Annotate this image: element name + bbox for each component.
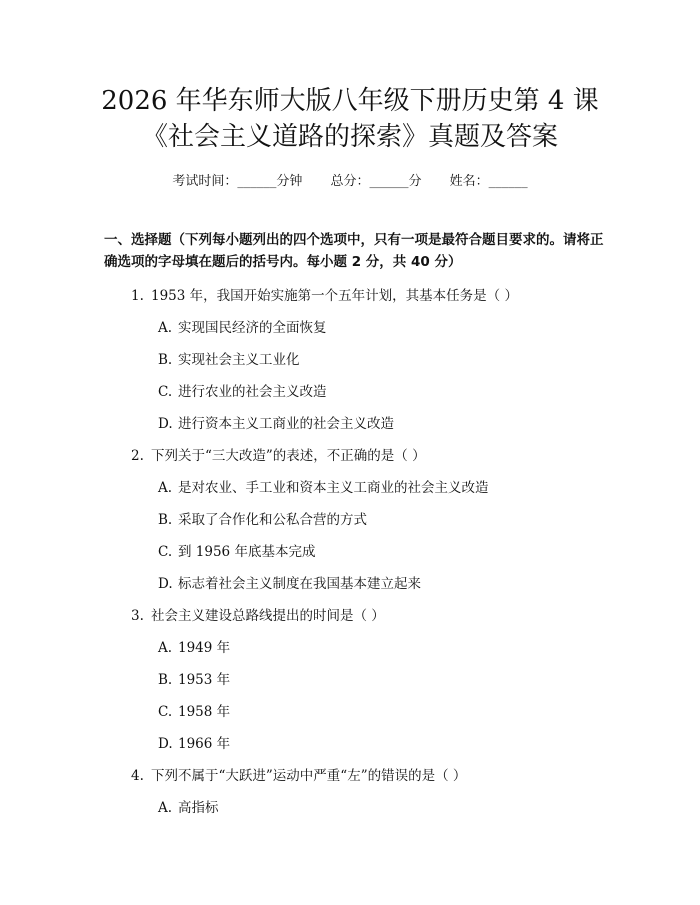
option-letter: B. xyxy=(158,672,173,688)
option-text: 进行农业的社会主义改造 xyxy=(178,384,327,400)
option-text: 实现社会主义工业化 xyxy=(178,352,300,368)
option-letter: A. xyxy=(158,480,173,496)
question-4 xyxy=(131,764,466,784)
option-text: 高指标 xyxy=(178,800,219,816)
question-1-option-c xyxy=(158,380,327,400)
option-text: 1949 年 xyxy=(178,640,231,656)
question-3-option-a xyxy=(158,636,230,656)
question-2-option-c xyxy=(158,540,315,560)
question-3-option-c xyxy=(158,700,230,720)
question-text: 社会主义建设总路线提出的时间是（ ） xyxy=(151,608,385,624)
option-letter: C. xyxy=(158,384,173,400)
option-letter: A. xyxy=(158,320,173,336)
exam-time: 考试时间：______分钟 xyxy=(172,174,303,189)
question-2 xyxy=(131,444,426,464)
option-text: 1953 年 xyxy=(178,672,231,688)
section-heading: 一、选择题（下列每小题列出的四个选项中，只有一项是最符合题目要求的。请将正确选项的字母填在题后的括号内。每小题 2 分，共 40 分） xyxy=(104,232,604,270)
question-2-option-a xyxy=(158,476,489,496)
option-letter: D. xyxy=(158,576,173,592)
question-1-option-d xyxy=(158,412,394,432)
question-text: 下列不属于“大跃进”运动中严重“左”的错误的是（ ） xyxy=(151,768,467,784)
question-3-option-b xyxy=(158,668,230,688)
option-letter: A. xyxy=(158,800,173,816)
exam-score: 总分：______分 xyxy=(330,174,422,189)
option-letter: B. xyxy=(158,352,173,368)
question-text: 1953 年，我国开始实施第一个五年计划，其基本任务是（ ） xyxy=(151,288,518,304)
question-number: 4. xyxy=(131,768,144,784)
option-letter: B. xyxy=(158,512,173,528)
option-text: 进行资本主义工商业的社会主义改造 xyxy=(178,416,394,432)
option-text: 实现国民经济的全面恢复 xyxy=(178,320,327,336)
option-letter: A. xyxy=(158,640,173,656)
option-text: 1966 年 xyxy=(178,736,231,752)
question-number: 2. xyxy=(131,448,144,464)
question-3-option-d xyxy=(158,732,230,752)
exam-info xyxy=(0,170,700,189)
option-text: 标志着社会主义制度在我国基本建立起来 xyxy=(178,576,421,592)
question-2-option-d xyxy=(158,572,421,592)
question-1 xyxy=(131,284,518,304)
question-1-option-a xyxy=(158,316,327,336)
exam-name: 姓名：______ xyxy=(449,174,528,189)
option-text: 到 1956 年底基本完成 xyxy=(178,544,316,560)
option-text: 是对农业、手工业和资本主义工商业的社会主义改造 xyxy=(178,480,489,496)
option-text: 1958 年 xyxy=(178,704,231,720)
question-number: 3. xyxy=(131,608,144,624)
question-1-option-b xyxy=(158,348,300,368)
question-2-option-b xyxy=(158,508,367,528)
option-text: 采取了合作化和公私合营的方式 xyxy=(178,512,367,528)
option-letter: C. xyxy=(158,544,173,560)
question-3 xyxy=(131,604,385,624)
document-title-line1: 2026 年华东师大版八年级下册历史第 4 课 xyxy=(101,86,599,116)
option-letter: D. xyxy=(158,416,173,432)
option-letter: D. xyxy=(158,736,173,752)
option-letter: C. xyxy=(158,704,173,720)
question-4-option-a xyxy=(158,796,219,816)
question-number: 1. xyxy=(131,288,144,304)
document-title-line2: 《社会主义道路的探索》真题及答案 xyxy=(141,122,558,152)
question-text: 下列关于“三大改造”的表述，不正确的是（ ） xyxy=(151,448,426,464)
